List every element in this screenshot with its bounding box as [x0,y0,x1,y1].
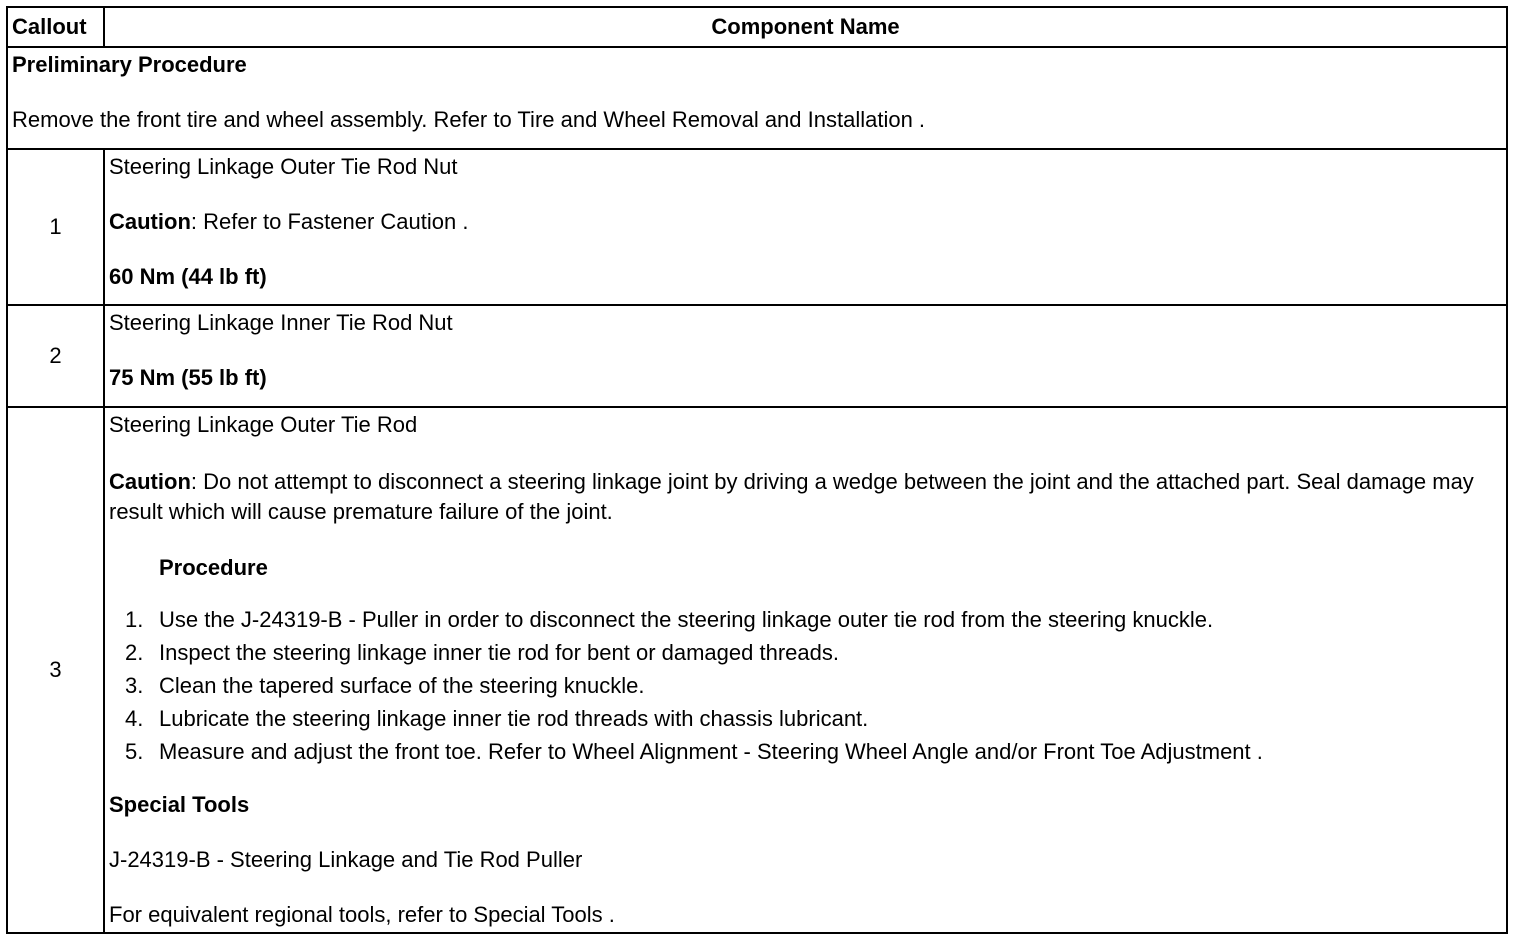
step-text: Lubricate the steering linkage inner tie rod threads with chassis lubricant. [159,705,869,731]
component-name: Steering Linkage Outer Tie Rod Nut [109,154,458,179]
step-text: Inspect the steering linkage inner tie rod for bent or damaged threads. [159,639,839,665]
component-cell [104,407,1507,933]
table-header-row [7,7,1507,47]
step-number: 5. [125,738,144,764]
component-name-header: Component Name [104,7,1507,47]
caution-note [109,467,1502,527]
preliminary-title: Preliminary Procedure [12,52,247,77]
torque-spec: 60 Nm (44 lb ft) [109,264,267,289]
step-number: 4. [125,705,144,731]
callout-number: 3 [7,407,104,933]
step-text: Clean the tapered surface of the steering knuckle. [159,672,645,698]
list-item [109,669,1502,702]
step-text: Use the J-24319-B - Puller in order to disconnect the steering linkage outer tie rod from the steering knuckle. [159,606,1214,632]
step-number: 2. [125,639,144,665]
special-tools-title: Special Tools [109,792,250,817]
list-item [109,603,1502,636]
step-text: Measure and adjust the front toe. Refer to Wheel Alignment - Steering Wheel Angle and/or Front Toe Adjustment . [159,738,1263,764]
component-name: Steering Linkage Inner Tie Rod Nut [109,310,453,335]
procedure-title: Procedure [159,555,268,580]
callout-number: 1 [7,149,104,305]
callout-header: Callout [7,7,104,47]
component-table [6,6,1508,934]
preliminary-text: Remove the front tire and wheel assembly. Refer to Tire and Wheel Removal and Installation . [12,107,926,132]
procedure-steps [109,603,1502,768]
component-cell [104,305,1507,407]
component-name: Steering Linkage Outer Tie Rod [109,412,418,437]
list-item [109,735,1502,768]
table-row [7,149,1507,305]
caution-note [109,209,1502,235]
caution-label: Caution [109,469,191,494]
caution-text: : Refer to Fastener Caution . [190,209,469,234]
equivalent-tools-note: For equivalent regional tools, refer to Special Tools . [109,902,615,927]
preliminary-cell [7,47,1507,149]
list-item [109,636,1502,669]
step-number: 3. [125,672,144,698]
table-row [7,305,1507,407]
component-cell [104,149,1507,305]
caution-label: Caution [109,209,191,234]
special-tool-item: J-24319-B - Steering Linkage and Tie Rod Puller [109,847,583,872]
table-row [7,407,1507,933]
list-item [109,702,1502,735]
caution-text: : Do not attempt to disconnect a steering linkage joint by driving a wedge between the joint and the attached part. Seal damage may result which will cause premature failure of the joint. [109,469,1474,524]
torque-spec: 75 Nm (55 lb ft) [109,365,267,390]
callout-number: 2 [7,305,104,407]
step-number: 1. [125,606,144,632]
preliminary-row [7,47,1507,149]
